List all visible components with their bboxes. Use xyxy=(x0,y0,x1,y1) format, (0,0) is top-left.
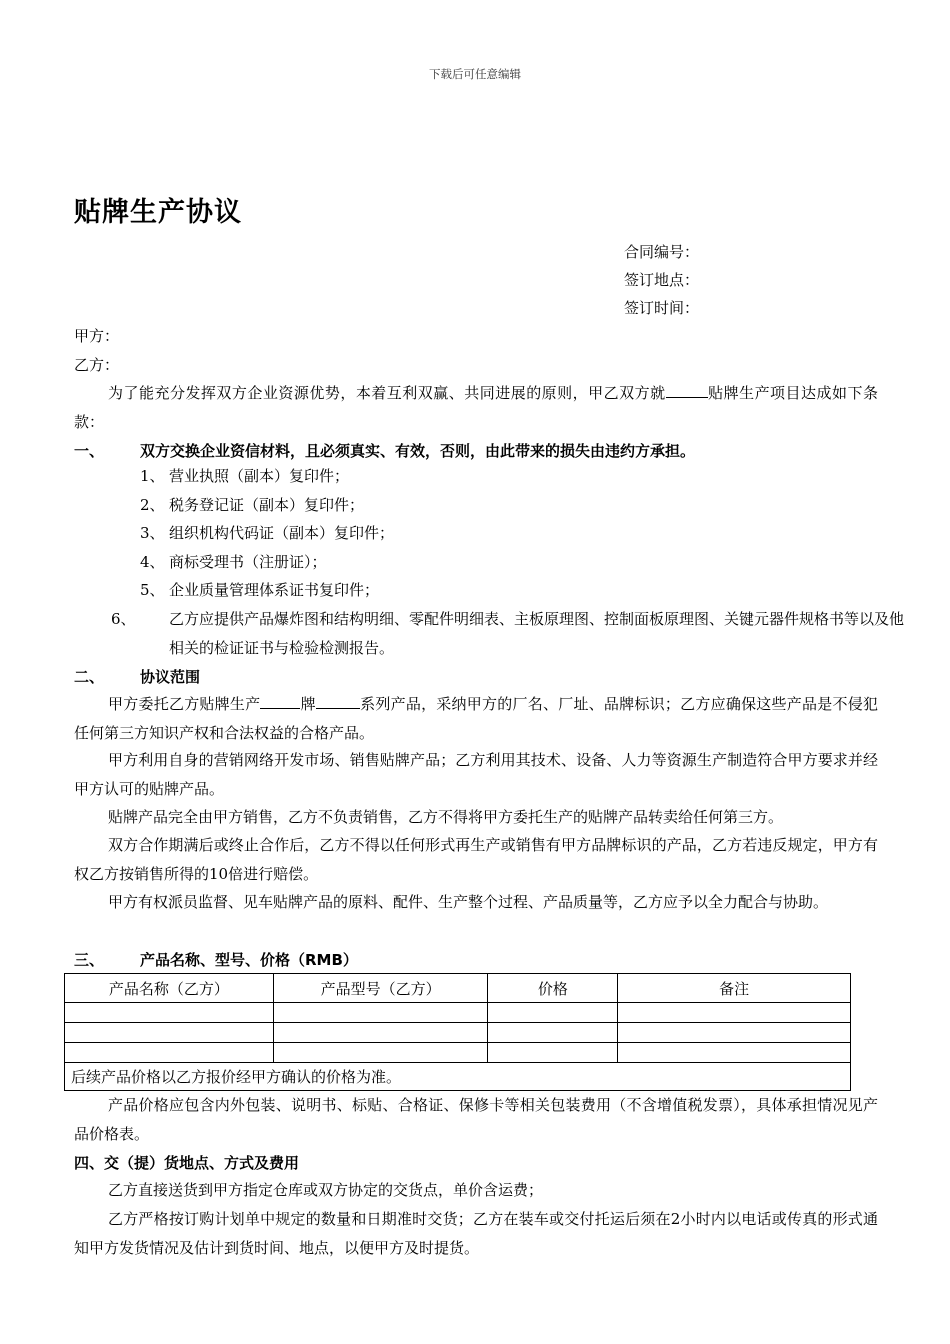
table-row xyxy=(65,1043,851,1063)
section-3-title: 产品名称、型号、价格（RMB） xyxy=(140,951,358,969)
intro-text-after: 贴牌生产项目达成如下条款： xyxy=(74,384,878,431)
table-row xyxy=(65,1023,851,1043)
table-row xyxy=(65,1003,851,1023)
section-1-item xyxy=(140,576,880,605)
section-2-number: 二、 xyxy=(74,668,105,686)
table-footer-row xyxy=(65,1063,851,1091)
item-text: 组织机构代码证（副本）复印件； xyxy=(169,524,395,542)
section-1-title: 双方交换企业资信材料，且必须真实、有效，否则，由此带来的损失由违约方承担。 xyxy=(140,442,696,460)
item-text: 乙方应提供产品爆炸图和结构明细、零配件明细表、主板原理图、控制面板原理图、关键元器件规格书等以及他相关的检证证书与检验检测报告。 xyxy=(169,610,905,657)
contract-number-label: 合同编号： xyxy=(624,243,700,261)
section-2-paragraph-2: 甲方利用自身的营销网络开发市场、销售贴牌产品；乙方利用其技术、设备、人力等资源生产制造符合甲方要求并经甲方认可的贴牌产品。 xyxy=(74,751,878,798)
table-footer-note: 后续产品价格以乙方报价经甲方确认的价格为准。 xyxy=(65,1063,851,1091)
section-1-item xyxy=(140,462,880,491)
table-cell xyxy=(65,1003,274,1023)
section-1-item xyxy=(111,605,909,662)
section-3-number: 三、 xyxy=(74,951,105,969)
intro-paragraph xyxy=(74,379,878,436)
item-text: 商标受理书（注册证）； xyxy=(169,553,327,571)
table-cell xyxy=(65,1043,274,1063)
sign-time-label: 签订时间： xyxy=(624,299,700,317)
project-blank xyxy=(666,382,708,398)
section-2-title: 协议范围 xyxy=(140,668,201,686)
section-1-heading xyxy=(74,440,695,461)
table-cell xyxy=(618,1023,851,1043)
section-2-paragraph-3: 贴牌产品完全由甲方销售，乙方不负责销售，乙方不得将甲方委托生产的贴牌产品转卖给任何第三方。 xyxy=(108,808,784,826)
item-index: 1、 xyxy=(140,467,165,485)
table-cell xyxy=(273,1043,488,1063)
section-4-heading: 四、交（提）货地点、方式及费用 xyxy=(74,1154,300,1172)
table-cell xyxy=(65,1023,274,1043)
table-cell xyxy=(273,1003,488,1023)
section-2-paragraph-4: 双方合作期满后或终止合作后，乙方不得以任何形式再生产或销售有甲方品牌标识的产品，乙方若违反规定，甲方有权乙方按销售所得的10倍进行赔偿。 xyxy=(74,836,878,883)
item-text: 企业质量管理体系证书复印件； xyxy=(169,581,380,599)
section-1-number: 一、 xyxy=(74,442,105,460)
p1-text-b: 牌 xyxy=(300,695,316,713)
product-price-table xyxy=(64,973,851,1091)
section-2-heading xyxy=(74,666,200,687)
p1-text-a: 甲方委托乙方贴牌生产 xyxy=(108,695,261,713)
item-text: 营业执照（副本）复印件； xyxy=(169,467,350,485)
brand-blank xyxy=(260,693,300,709)
section-4-paragraph-2: 乙方严格按订购计划单中规定的数量和日期准时交货；乙方在装车或交付托运后须在2小时内以电话或传真的形式通知甲方发货情况及估计到货时间、地点，以便甲方及时提货。 xyxy=(74,1210,878,1257)
header-price: 价格 xyxy=(488,974,618,1003)
section-3-note: 产品价格应包含内外包装、说明书、标贴、合格证、保修卡等相关包装费用（不含增值税发票），具体承担情况见产品价格表。 xyxy=(74,1096,878,1143)
section-1-item xyxy=(140,519,880,548)
intro-text-before: 为了能充分发挥双方企业资源优势，本着互利双赢、共同进展的原则，甲乙双方就 xyxy=(108,384,666,402)
table-cell xyxy=(488,1043,618,1063)
item-index: 5、 xyxy=(140,581,165,599)
series-blank xyxy=(316,693,360,709)
party-a-label: 甲方： xyxy=(74,327,120,345)
p1-text-c: 系列产品，采纳甲方的厂名、厂址、品牌标识；乙方应确保这些产品是不侵犯任何第三方知识产权和合法权益的合格产品。 xyxy=(74,695,878,742)
item-index: 3、 xyxy=(140,524,165,542)
section-3-heading xyxy=(74,949,358,970)
section-2-paragraph-5: 甲方有权派员监督、见车贴牌产品的原料、配件、生产整个过程、产品质量等，乙方应予以全力配合与协助。 xyxy=(108,893,829,911)
table-cell xyxy=(618,1003,851,1023)
document-title: 贴牌生产协议 xyxy=(74,197,242,228)
item-text: 税务登记证（副本）复印件； xyxy=(169,496,365,514)
table-cell xyxy=(488,1023,618,1043)
header-note: 下载后可任意编辑 xyxy=(429,67,521,81)
section-2-paragraph-1 xyxy=(74,690,878,747)
party-b-label: 乙方： xyxy=(74,356,120,374)
header-product-name: 产品名称（乙方） xyxy=(65,974,274,1003)
table-header-row xyxy=(65,974,851,1003)
table-cell xyxy=(488,1003,618,1023)
item-index: 4、 xyxy=(140,553,165,571)
item-index: 6、 xyxy=(111,610,136,628)
table-cell xyxy=(618,1043,851,1063)
header-product-model: 产品型号（乙方） xyxy=(273,974,488,1003)
section-1-item xyxy=(140,491,880,520)
sign-place-label: 签订地点： xyxy=(624,271,700,289)
item-index: 2、 xyxy=(140,496,165,514)
section-4-paragraph-1: 乙方直接送货到甲方指定仓库或双方协定的交货点，单价含运费； xyxy=(108,1181,544,1199)
table-cell xyxy=(273,1023,488,1043)
section-1-item xyxy=(140,548,880,577)
header-remarks: 备注 xyxy=(618,974,851,1003)
